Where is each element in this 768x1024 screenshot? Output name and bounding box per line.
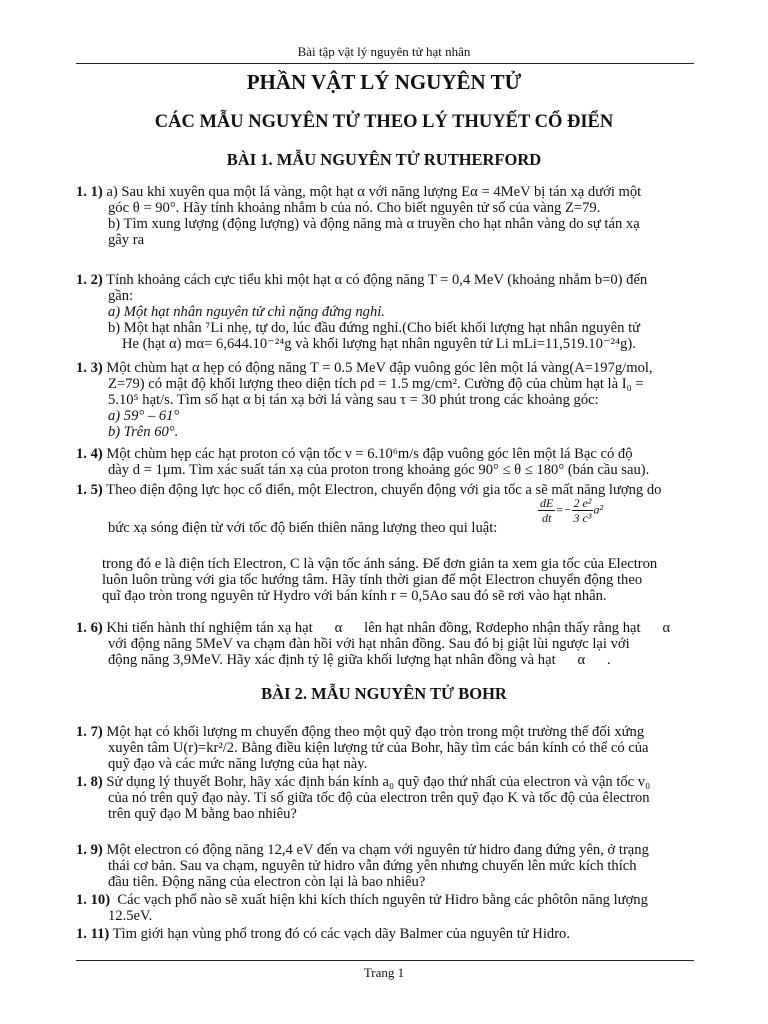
problem-text: dày d = 1μm. Tìm xác suất tán xạ của proton trong khoảng góc 90° ≤ θ ≤ 180° (bán cầu sau). — [108, 462, 650, 478]
problem-text: bức xạ sóng điện từ với tốc độ biến thiên năng lượng theo qui luật: — [108, 520, 498, 536]
problem-text: Các vạch phổ nào sẽ xuất hiện khi kích thích nguyên tử Hidro bằng các phôtôn năng lượng — [110, 892, 648, 908]
problem-text: gây ra — [108, 232, 145, 248]
problem-text: góc θ = 90°. Hãy tính khoảng nhắm b của nó. Cho biết nguyên tử số của vàng Z=79. — [108, 200, 601, 216]
problem-text: Khi tiến hành thí nghiệm tán xạ hạt α lên hạt nhân đồng, Rơdepho nhận thấy rằng hạt α — [102, 620, 671, 636]
problem-1-7 — [76, 724, 696, 772]
problem-text: Một chùm hạt α hẹp có động năng T = 0.5 MeV đập vuông góc lên một lá vàng(A=197g/mol, — [102, 360, 653, 376]
problem-1-8 — [76, 774, 696, 822]
problem-text: Một chùm hẹp các hạt proton có vận tốc ν = 6.10⁶m/s đập vuông góc lên một lá Bạc có độ — [102, 446, 633, 462]
problem-text: với động năng 5MeV va chạm đàn hồi với hạt nhân đồng. Sau đó bị giật lùi ngược lại với — [108, 636, 630, 652]
problem-1-4 — [76, 446, 696, 478]
problem-number: 1. 9) — [76, 842, 103, 858]
problem-text: He (hạt α) mα= 6,644.10⁻²⁴g và khối lượng hạt nhân nguyên tử Li mLi=11,519.10⁻²⁴g). — [122, 336, 636, 352]
problem-text: đầu tiên. Động năng của electron còn lại là bao nhiêu? — [108, 874, 426, 890]
problem-1-1 — [76, 184, 696, 248]
problem-text: Tìm giới hạn vùng phổ trong đó có các vạch dãy Balmer của nguyên tử Hidro. — [109, 926, 571, 942]
problem-text: a) Sau khi xuyên qua một lá vàng, một hạt α với năng lượng Eα = 4MeV bị tán xạ dưới một — [102, 184, 642, 200]
footer-rule — [76, 960, 694, 961]
problem-text: quỹ đạo và các mức năng lượng của hạt này. — [108, 756, 368, 772]
problem-text: trong đó e là điện tích Electron, C là vận tốc ánh sáng. Để đơn giản ta xem gia tốc của Electron — [102, 556, 658, 572]
energy-loss-formula — [538, 496, 603, 525]
problem-number: 1. 3) — [76, 360, 103, 376]
problem-1-9 — [76, 842, 696, 890]
problem-number: 1. 10) — [76, 892, 111, 908]
part-title: PHẦN VẬT LÝ NGUYÊN TỬ — [246, 70, 522, 94]
problem-number: 1. 6) — [76, 620, 103, 636]
formula-rhs — [572, 496, 594, 525]
formula-tail: a² — [593, 502, 604, 517]
problem-text: của nó trên quỹ đạo này. Tỉ số giữa tốc độ của electron trên quỹ đạo K và tốc độ của êlectron — [108, 790, 650, 806]
header-rule — [76, 63, 694, 64]
problem-1-2 — [76, 272, 696, 352]
problem-text: b) Một hạt nhân ⁷Li nhẹ, tự do, lúc đầu đứng nghỉ.(Cho biết khối lượng hạt nhân nguyên tử — [108, 320, 641, 336]
problem-number: 1. 1) — [76, 184, 103, 200]
problem-text: Một electron có động năng 12,4 eV đến va chạm với nguyên tử hidro đang đứng yên, ở trạng — [102, 842, 649, 858]
problem-text: gần: — [108, 288, 134, 304]
problem-1-10 — [76, 892, 696, 924]
problem-text: xuyên tâm U(r)=kr²/2. Bằng điều kiện lượng tử của Bohr, hãy tìm các bán kính có thể có của — [108, 740, 649, 756]
problem-number: 1. 11) — [76, 926, 110, 942]
formula-rhs-den: 3 c³ — [573, 511, 592, 525]
problem-text: động năng 3,9MeV. Hãy xác định tỷ lệ giữa khối lượng hạt nhân đồng và hạt α . — [108, 652, 611, 668]
formula-lhs-den: dt — [542, 511, 552, 525]
chapter-title: CÁC MẪU NGUYÊN TỬ THEO LÝ THUYẾT CỔ ĐIỂN — [154, 112, 614, 132]
problem-text: b) Tìm xung lượng (động lượng) và động năng mà α truyền cho hạt nhân vàng do sự tán xạ — [108, 216, 640, 232]
problem-text: Theo điện động lực học cổ điển, một Electron, chuyển động với gia tốc a sẽ mất năng lượng do — [102, 482, 662, 498]
problem-text: Z=79) có mật độ khối lượng theo diện tích ρd = 1.5 mg/cm². Cường độ của chùm hạt là I₀ = — [108, 376, 644, 392]
problem-number: 1. 2) — [76, 272, 103, 288]
problem-number: 1. 7) — [76, 724, 103, 740]
problem-text: b) Trên 60°. — [108, 424, 179, 440]
problem-1-3 — [76, 360, 696, 440]
problem-number: 1. 4) — [76, 446, 103, 462]
problem-number: 1. 8) — [76, 774, 103, 790]
problem-1-11 — [76, 926, 696, 942]
page-number: Trang 1 — [363, 965, 405, 980]
section-title-bohr: BÀI 2. MẪU NGUYÊN TỬ BOHR — [261, 684, 507, 703]
problem-number: 1. 5) — [76, 482, 103, 498]
problem-text: Một hạt có khối lượng m chuyển động theo một quỹ đạo tròn trong một trường thế đối xứng — [102, 724, 645, 740]
formula-lhs — [538, 496, 555, 525]
problem-text: Tính khoảng cách cực tiểu khi một hạt α có động năng T = 0,4 MeV (khoảng nhắm b=0) đến — [102, 272, 648, 288]
problem-text: 5.10⁵ hạt/s. Tìm số hạt α bị tán xạ bởi lá vàng sau τ = 30 phút trong các khoảng góc: — [108, 392, 599, 408]
problem-text: luôn luôn trùng với gia tốc hướng tâm. Hãy tính thời gian để một Electron chuyển động theo — [102, 572, 643, 588]
formula-rhs-num: 2 e² — [573, 496, 592, 510]
running-header: Bài tập vật lý nguyên tử hạt nhân — [297, 44, 471, 59]
section-title-rutherford: BÀI 1. MẪU NGUYÊN TỬ RUTHERFORD — [226, 150, 542, 169]
problem-text: a) 59° – 61° — [108, 408, 180, 424]
formula-lhs-num: dE — [540, 496, 554, 510]
problem-text: a) Một hạt nhân nguyên tử chì nặng đứng nghỉ. — [108, 304, 385, 320]
problem-text: thái cơ bản. Sau va chạm, nguyên tử hidro vẫn đứng yên nhưng chuyển lên mức kích thích — [108, 858, 637, 874]
problem-text: Sử dụng lý thuyết Bohr, hãy xác định bán kính a₀ quỹ đạo thứ nhất của electron và vận tốc v₀ — [102, 774, 651, 790]
problem-text: 12.5eV. — [108, 908, 153, 924]
formula-equals: =− — [555, 502, 572, 517]
problem-text: quĩ đạo tròn trong nguyên tử Hydro với bán kính r = 0,5Ao sau đó sẽ rơi vào hạt nhân. — [102, 588, 607, 604]
problem-1-6 — [76, 620, 696, 668]
problem-text: trên quỹ đạo M bằng bao nhiêu? — [108, 806, 297, 822]
